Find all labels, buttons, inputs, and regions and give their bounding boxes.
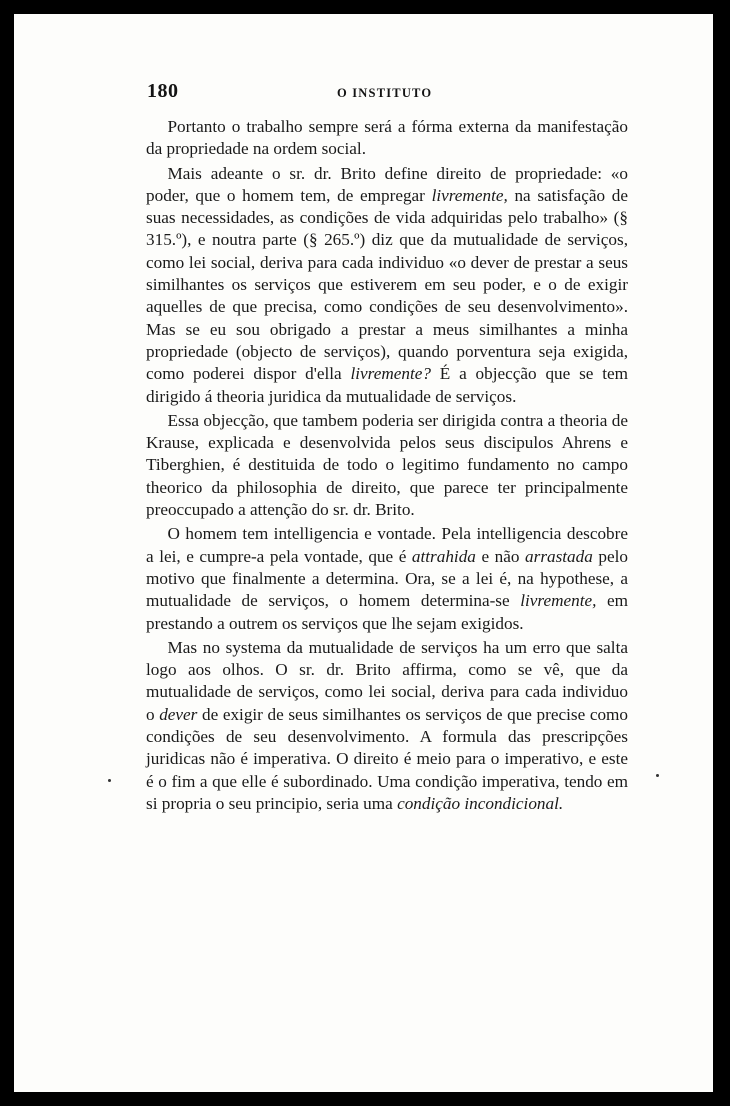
paragraph <box>146 637 628 815</box>
paragraph <box>146 410 628 521</box>
page-header <box>147 80 627 104</box>
italic-text: livremente? <box>350 364 431 384</box>
text-run: de exigir de seus similhantes os serviços de que precise como condições de seu desenvolvimento. A formula das prescripções juridicas não é imperativa. O direito é meio para o imperativo, e este é o fim a que elle é subordinado. Uma condição imperativa, tendo em si propria o seu principio, seria uma <box>146 704 628 813</box>
book-page <box>14 14 713 1092</box>
italic-text: livremente, <box>520 591 597 611</box>
italic-text: attrahida <box>411 546 476 566</box>
italic-text: livremente, <box>431 185 508 205</box>
text-run: em prestando a outrem os serviços que lhe sejam exigidos. <box>146 591 629 633</box>
text-run: O homem tem intelligencia e vontade. Pela intelligencia descobre a lei, e cumpre-a pela vontade, que é <box>146 524 628 566</box>
scan-speck <box>108 779 111 782</box>
text-run: e não <box>475 546 526 566</box>
italic-text: condição incondicional. <box>397 793 564 813</box>
text-run: Mas no systema da mutualidade de serviços ha um erro que salta logo aos olhos. O sr. dr. Brito affirma, como se vê, que da mutualidade de serviços, como lei social, deriva para cada individuo o <box>146 637 628 724</box>
text-run: É a objecção que se tem dirigido á theoria juridica da mutualidade de serviços. <box>146 364 628 406</box>
scan-speck <box>656 774 659 777</box>
text-run: Mais adeante o sr. dr. Brito define direito de propriedade: «o poder, que o homem tem, de empregar <box>146 163 628 205</box>
page-number: 180 <box>147 80 179 102</box>
text-run: pelo motivo que finalmente a determina. Ora, se a lei é, na hypothese, a mutualidade de serviços, o homem determina-se <box>146 546 628 611</box>
paragraph <box>146 163 628 408</box>
text-run: Essa objecção, que tambem poderia ser dirigida contra a theoria de Krause, explicada e desenvolvida pelos seus discipulos Ahrens e Tiberghien, é destituida de todo o legitimo fundamento no campo theorico da philosophia de direito, que parece ter principalmente preoccupado a attenção do sr. dr. Brito. <box>146 410 628 520</box>
italic-text: dever <box>159 704 198 724</box>
paragraph <box>146 523 628 634</box>
body-text <box>146 116 628 815</box>
italic-text: arrastada <box>525 546 593 566</box>
text-run: na satisfação de suas necessidades, as condições de vida adquiridas pelo trabalho» (§ 315.º), e noutra parte (§ 265.º) diz que da mutualidade de serviços, como lei social, deriva para cada individuo «o dever de prestar a seus similhantes os serviços que estiverem em seu poder, e o de exigir aquelles de que precisa, como condições de seu desenvolvimento». Mas se eu sou obrigado a prestar a meus similhantes a minha propriedade (objecto de serviços), quando porventura seja exigida, como poderei dispor d'ella <box>146 185 628 384</box>
running-title: O INSTITUTO <box>337 86 433 100</box>
paragraph <box>146 116 628 161</box>
text-run: Portanto o trabalho sempre será a fórma externa da manifestação da propriedade na ordem social. <box>146 117 628 159</box>
